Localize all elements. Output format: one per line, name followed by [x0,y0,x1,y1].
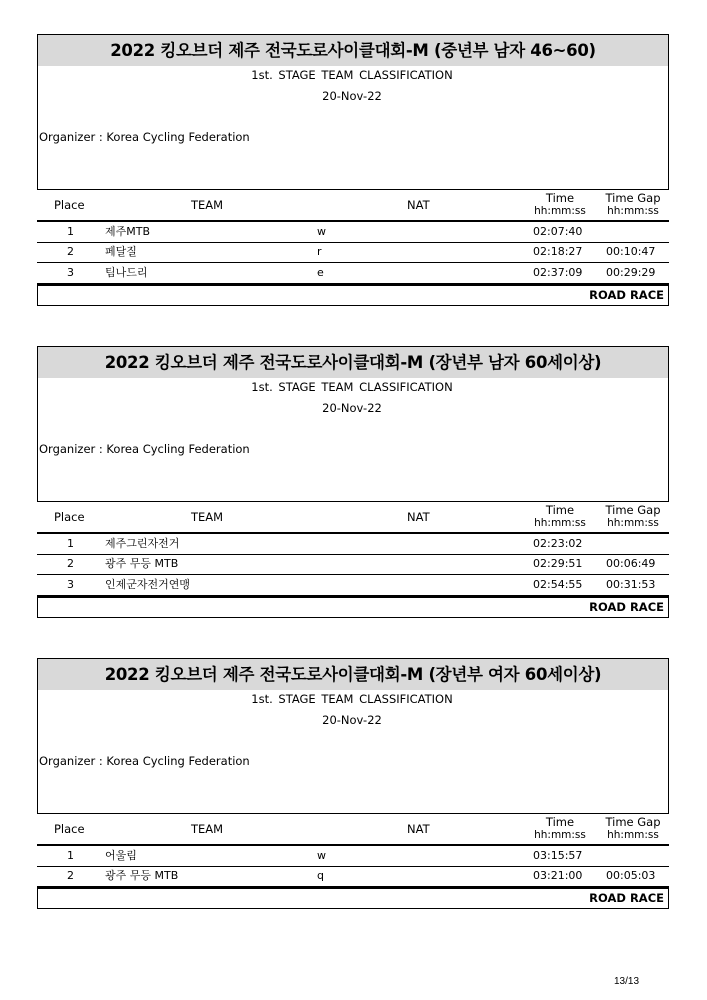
col-gap-unit: hh:mm:ss [607,205,659,217]
col-gap-header [599,504,667,530]
col-time-header [525,816,595,842]
table-row [37,220,669,243]
table-row [37,844,669,867]
team-name: 페달질 [105,245,137,258]
col-time-unit: hh:mm:ss [534,829,586,841]
col-gap-label: Time Gap [605,503,661,517]
place: 2 [67,245,74,258]
organizer: Organizer : Korea Cycling Federation [39,442,250,456]
road-race-label: ROAD RACE [589,288,664,302]
col-time-unit: hh:mm:ss [534,517,586,529]
team-name: 제주그린자전거 [105,537,180,550]
time: 03:21:00 [533,869,583,882]
col-gap-unit: hh:mm:ss [607,517,659,529]
place: 2 [67,557,74,570]
team-name: 광주 무등 MTB [105,869,179,882]
place: 1 [67,225,74,238]
time: 02:29:51 [533,557,583,570]
time-gap: 00:06:49 [606,557,656,570]
team-name: 어울림 [105,849,137,862]
col-time-label: Time [545,191,575,205]
team-name: 광주 무등 MTB [105,557,179,570]
table-row [37,242,669,263]
footer-box [37,285,669,306]
table-row [37,554,669,575]
time-gap: 00:05:03 [606,869,656,882]
stage-subtitle: 1st. STAGE TEAM CLASSIFICATION [251,380,453,394]
time: 02:18:27 [533,245,583,258]
nat: r [317,245,322,258]
place: 3 [67,578,74,591]
place: 1 [67,849,74,862]
section-title: 2022 킹오브더 제주 전국도로사이클대회-M (장년부 여자 60세이상) [38,659,668,690]
stage-subtitle: 1st. STAGE TEAM CLASSIFICATION [251,68,453,82]
col-team-header: TEAM [191,822,224,836]
col-place-header: Place [54,198,85,212]
col-nat-header: NAT [407,198,430,212]
section-title: 2022 킹오브더 제주 전국도로사이클대회-M (중년부 남자 46~60) [38,35,668,66]
road-race-label: ROAD RACE [589,600,664,614]
col-team-header: TEAM [191,198,224,212]
col-time-header [525,504,595,530]
col-gap-header [599,192,667,218]
place: 2 [67,869,74,882]
col-gap-label: Time Gap [605,815,661,829]
time: 03:15:57 [533,849,583,862]
col-gap-label: Time Gap [605,191,661,205]
time: 02:23:02 [533,537,583,550]
time-gap: 00:10:47 [606,245,656,258]
table-row [37,866,669,888]
race-date: 20-Nov-22 [322,89,382,103]
col-gap-unit: hh:mm:ss [607,829,659,841]
col-time-label: Time [545,503,575,517]
table-row [37,575,669,597]
col-nat-header: NAT [407,822,430,836]
organizer: Organizer : Korea Cycling Federation [39,130,250,144]
nat: w [317,849,326,862]
col-time-label: Time [545,815,575,829]
place: 3 [67,266,74,279]
time: 02:07:40 [533,225,583,238]
section-title: 2022 킹오브더 제주 전국도로사이클대회-M (장년부 남자 60세이상) [38,347,668,378]
nat: w [317,225,326,238]
stage-subtitle: 1st. STAGE TEAM CLASSIFICATION [251,692,453,706]
team-name: 인제군자전거연맹 [105,578,191,591]
col-nat-header: NAT [407,510,430,524]
table-row [37,532,669,555]
time: 02:54:55 [533,578,583,591]
time: 02:37:09 [533,266,583,279]
nat: e [317,266,324,279]
organizer: Organizer : Korea Cycling Federation [39,754,250,768]
page-number: 13/13 [614,976,640,987]
place: 1 [67,537,74,550]
col-gap-header [599,816,667,842]
race-date: 20-Nov-22 [322,401,382,415]
footer-box [37,597,669,618]
table-row [37,263,669,285]
team-name: 제주MTB [105,225,151,238]
time-gap: 00:29:29 [606,266,656,279]
road-race-label: ROAD RACE [589,891,664,905]
footer-box [37,888,669,909]
nat: q [317,869,324,882]
time-gap: 00:31:53 [606,578,656,591]
col-place-header: Place [54,822,85,836]
col-place-header: Place [54,510,85,524]
col-time-header [525,192,595,218]
col-time-unit: hh:mm:ss [534,205,586,217]
race-date: 20-Nov-22 [322,713,382,727]
col-team-header: TEAM [191,510,224,524]
team-name: 팀나드리 [105,266,148,279]
